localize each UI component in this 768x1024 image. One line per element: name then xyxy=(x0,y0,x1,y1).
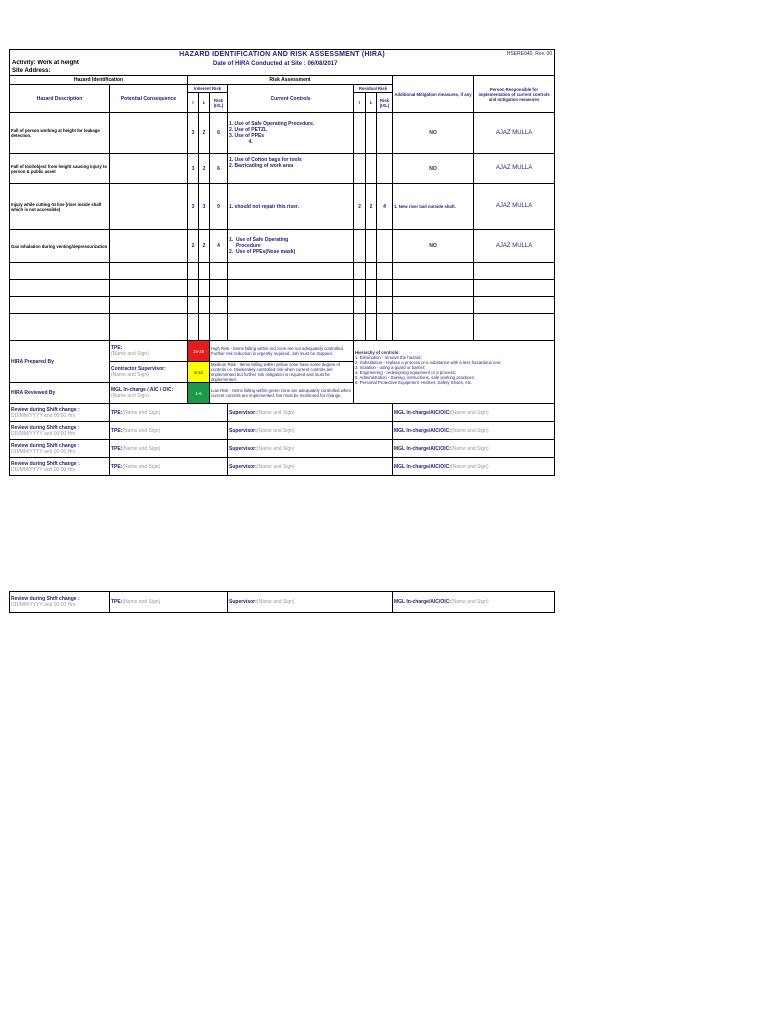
review-row xyxy=(10,440,555,458)
control-line: 2. Use of PETZL xyxy=(229,127,268,133)
residual-i xyxy=(354,113,366,154)
hierarchy-item: 5. Administration - training, instructions, safe working practices; xyxy=(355,375,475,380)
review-label: Review during Shift change : xyxy=(11,424,80,431)
additional-mitigation: NO xyxy=(393,230,474,263)
table-row xyxy=(10,154,555,184)
potential-consequence xyxy=(110,113,188,154)
review-shift-change xyxy=(10,422,110,440)
form-title: HAZARD IDENTIFICATION AND RISK ASSESSMENT (HIRA) xyxy=(179,50,385,58)
review-row xyxy=(10,422,555,440)
supervisor-name-sign: (Name and Sign) xyxy=(256,445,295,452)
hazard-description-header: Hazard Description xyxy=(10,85,110,113)
person-responsible: AJAZ MULLA xyxy=(474,184,555,230)
table-row-empty xyxy=(10,263,555,280)
review-supervisor xyxy=(228,592,393,613)
hierarchy-item: 2. Substitution - replace a process or a substance with a less hazardous one; xyxy=(355,360,502,365)
activity-label: Activity: Work at height xyxy=(12,59,79,66)
control-line: 4. xyxy=(229,139,253,145)
hazard-description: Fall of person working at height for leakage detection. xyxy=(10,113,110,154)
tpe-label: TPE: xyxy=(111,427,123,434)
review-date-placeholder: DD/MM/YYYY and 00:00 Hrs xyxy=(11,430,76,437)
table-row xyxy=(10,230,555,263)
potential-consequence xyxy=(110,184,188,230)
review-date-placeholder: DD/MM/YYYY and 00:00 Hrs xyxy=(11,602,76,608)
review-label: Review during Shift change : xyxy=(11,442,80,449)
current-controls xyxy=(228,154,354,184)
person-responsible: AJAZ MULLA xyxy=(474,154,555,184)
residual-risk xyxy=(377,113,393,154)
inherent-l: 2 xyxy=(199,230,210,263)
low-risk-description: Low Risk - Items falling within green zone are adequately controlled when current controls are implemented, but must be monitored for change. xyxy=(210,383,354,404)
control-line: Procedure xyxy=(229,243,261,249)
mgl-name-sign: (Name and Sign) xyxy=(450,427,489,434)
tpe-label: TPE: xyxy=(111,445,123,452)
review-supervisor xyxy=(228,404,393,422)
residual-risk-header: Residual Risk xyxy=(354,85,393,93)
review-shift-change xyxy=(10,440,110,458)
hierarchy-item: 6. Personal Protective Equipment -Helmet, Safety Shoes, etc. xyxy=(355,380,473,385)
residual-i xyxy=(354,154,366,184)
review-label: Review during Shift change : xyxy=(11,460,80,467)
site-address-label: Site Address: xyxy=(12,67,51,74)
mgl-label: MGL In-charge/AIC/OIC: xyxy=(394,463,451,470)
control-line: 1. Use of Safe Operating xyxy=(229,237,289,243)
current-controls-header: Current Controls xyxy=(228,85,354,113)
control-line: 1. Use of Cotton bags for tools xyxy=(229,157,302,163)
person-responsible-header: Person Responsible for implementation of current controls and mitigation measures xyxy=(474,76,555,113)
mgl-name-sign: (Name and Sign) xyxy=(450,599,489,605)
residual-l-header: L xyxy=(366,93,377,113)
review-tpe xyxy=(110,440,228,458)
table-row xyxy=(10,113,555,154)
additional-mitigation-header: Additional Mitigation measures, if any xyxy=(393,76,474,113)
current-controls xyxy=(228,113,354,154)
review-supervisor xyxy=(228,440,393,458)
residual-risk xyxy=(377,230,393,263)
residual-risk: 4 xyxy=(377,184,393,230)
inherent-risk: 6 xyxy=(210,113,228,154)
review-row xyxy=(10,404,555,422)
review-date-placeholder: DD/MM/YYYY and 00:00 Hrs xyxy=(11,466,76,473)
review-shift-change xyxy=(10,458,110,476)
medium-risk-range: 8-12 xyxy=(188,362,210,383)
potential-consequence xyxy=(110,230,188,263)
review-block-bottom xyxy=(9,591,554,613)
inherent-i: 3 xyxy=(188,113,199,154)
current-controls xyxy=(228,184,354,230)
review-label: Review during Shift change : xyxy=(11,406,80,413)
tpe-name-sign: (Name and Sign) xyxy=(122,427,161,434)
tpe-name-sign: (Name and Sign) xyxy=(122,599,161,605)
review-tpe xyxy=(110,422,228,440)
mgl-incharge-name-sign: (Name and Sign) xyxy=(111,393,149,399)
table-row-empty xyxy=(10,280,555,297)
inherent-l: 2 xyxy=(199,113,210,154)
mgl-name-sign: (Name and Sign) xyxy=(450,409,489,416)
review-date-placeholder: DD/MM/YYYY and 00:00 Hrs xyxy=(11,448,76,455)
supervisor-name-sign: (Name and Sign) xyxy=(256,409,295,416)
inherent-l: 3 xyxy=(199,184,210,230)
hira-reviewed-by-label: HIRA Reviewed By xyxy=(10,383,110,404)
review-supervisor xyxy=(228,458,393,476)
review-tpe xyxy=(110,592,228,613)
review-mgl xyxy=(393,458,555,476)
risk-assessment-header: Risk Assessment xyxy=(188,76,393,85)
mgl-label: MGL In-charge/AIC/OIC: xyxy=(394,409,451,416)
hierarchy-item: 3. Isolation - using a guard or barrier; xyxy=(355,365,426,370)
supervisor-label: Supervisor: xyxy=(229,409,257,416)
control-line: 2. Barricading of work area xyxy=(229,163,294,169)
mgl-label: MGL In-charge/AIC/OIC: xyxy=(394,427,451,434)
hazard-identification-header: Hazard Identification xyxy=(10,76,188,85)
potential-consequence xyxy=(110,154,188,184)
mgl-name-sign: (Name and Sign) xyxy=(450,445,489,452)
tpe-label: TPE: xyxy=(111,599,123,605)
hazard-description: Injury while cutting GI line (riser inside shaft which is not accessible) xyxy=(10,184,110,230)
residual-l xyxy=(366,113,377,154)
residual-risk xyxy=(377,154,393,184)
mgl-incharge-label: MGL In-charge / AIC / OIC: xyxy=(111,387,174,393)
supervisor-name-sign: (Name and Sign) xyxy=(256,599,295,605)
mgl-name-sign: (Name and Sign) xyxy=(450,463,489,470)
contractor-supervisor-name-sign: (Name and Sign) xyxy=(111,372,149,378)
review-mgl xyxy=(393,592,555,613)
hira-table xyxy=(9,49,555,476)
inherent-i: 3 xyxy=(188,184,199,230)
supervisor-label: Supervisor: xyxy=(229,599,257,605)
review-mgl xyxy=(393,422,555,440)
doc-reference: HSERE040, Rev. 00 xyxy=(506,51,553,57)
supervisor-name-sign: (Name and Sign) xyxy=(256,463,295,470)
hierarchy-title: Hierarchy of controls: xyxy=(355,350,400,355)
review-date-placeholder: DD/MM/YYYY and 00:00 Hrs xyxy=(11,412,76,419)
tpe-name-sign: (Name and Sign) xyxy=(122,445,161,452)
control-line: 1. Use of Safe Operating Procedure. xyxy=(229,121,315,127)
tpe-label: TPE: xyxy=(111,409,123,416)
current-controls xyxy=(228,230,354,263)
mgl-label: MGL In-charge/AIC/OIC: xyxy=(394,445,451,452)
hierarchy-of-controls xyxy=(354,341,555,404)
hierarchy-item: 1. Elimination - remove the hazard; xyxy=(355,355,422,360)
review-shift-change xyxy=(10,404,110,422)
control-line: 1. should not repair this riser. xyxy=(229,203,300,210)
control-line: 2. Use of PPEs(Nose mask) xyxy=(229,249,296,255)
residual-i xyxy=(354,230,366,263)
residual-risk-ixl-header: Risk (IXL) xyxy=(377,93,393,113)
supervisor-label: Supervisor: xyxy=(229,427,257,434)
activity-row xyxy=(10,60,555,76)
review-label: Review during Shift change : xyxy=(11,596,80,602)
additional-mitigation: NO xyxy=(393,113,474,154)
inherent-risk: 9 xyxy=(210,184,228,230)
inherent-i: 3 xyxy=(188,154,199,184)
review-row xyxy=(10,592,555,613)
inherent-risk-header: Inherent Risk xyxy=(188,85,228,93)
hira-form xyxy=(9,49,554,476)
supervisor-label: Supervisor: xyxy=(229,445,257,452)
review-row xyxy=(10,458,555,476)
contractor-supervisor-label: Contractor Supervisor: xyxy=(111,366,166,372)
tpe-name-sign: (Name and Sign) xyxy=(122,409,161,416)
hazard-description: Gas inhalation during venting/depressurization xyxy=(10,230,110,263)
review-mgl xyxy=(393,404,555,422)
inherent-i: 2 xyxy=(188,230,199,263)
hira-prepared-by-label: HIRA Prepared By xyxy=(10,341,110,383)
inherent-risk: 4 xyxy=(210,230,228,263)
hierarchy-item: 4. Engineering - redesigning equipment or a process; xyxy=(355,370,457,375)
inherent-i-header: I xyxy=(188,93,199,113)
supervisor-name-sign: (Name and Sign) xyxy=(256,427,295,434)
residual-i-header: I xyxy=(354,93,366,113)
residual-i: 2 xyxy=(354,184,366,230)
review-tpe xyxy=(110,404,228,422)
tpe-label: TPE: xyxy=(111,345,123,351)
mgl-label: MGL In-charge/AIC/OIC: xyxy=(394,599,451,605)
residual-l: 2 xyxy=(366,184,377,230)
person-responsible: AJAZ MULLA xyxy=(474,113,555,154)
medium-risk-description: Medium Risk - Items falling within yellow zone have some degree of controls i.e. Moderately controlled risk when current controls are implemented but further risk mitigation is required and must be implemented. xyxy=(210,362,354,383)
control-line: 3. Use of PPEs xyxy=(229,133,265,139)
hazard-description: Fall of tool/object from height causing injury to person & public asset xyxy=(10,154,110,184)
mgl-incharge-signoff xyxy=(110,383,188,404)
review-table-bottom xyxy=(9,591,555,613)
review-shift-change xyxy=(10,592,110,613)
inherent-risk-ixl-header: Risk (IXL) xyxy=(210,93,228,113)
contractor-supervisor-signoff xyxy=(110,362,188,383)
supervisor-label: Supervisor: xyxy=(229,463,257,470)
hira-date: Date of HIRA Conducted at Site : 06/08/2017 xyxy=(213,60,338,67)
person-responsible: AJAZ MULLA xyxy=(474,230,555,263)
review-mgl xyxy=(393,440,555,458)
tpe-label: TPE: xyxy=(111,463,123,470)
table-row-empty xyxy=(10,314,555,341)
additional-mitigation: 1. New riser laid outside shaft. xyxy=(393,184,474,230)
table-row xyxy=(10,184,555,230)
residual-l xyxy=(366,154,377,184)
table-row-empty xyxy=(10,297,555,314)
additional-mitigation: NO xyxy=(393,154,474,184)
tpe-name-sign: (Name and Sign) xyxy=(111,351,149,357)
inherent-l-header: L xyxy=(199,93,210,113)
review-tpe xyxy=(110,458,228,476)
high-risk-range: 15-25 xyxy=(188,341,210,362)
tpe-signoff xyxy=(110,341,188,362)
inherent-l: 2 xyxy=(199,154,210,184)
low-risk-range: 1-6 xyxy=(188,383,210,404)
title-row xyxy=(10,50,555,60)
high-risk-description: High Risk - Items falling within red zone are not adequately controlled. Further risk reduction is urgently required. Job must be stopped. xyxy=(210,341,354,362)
inherent-risk: 6 xyxy=(210,154,228,184)
tpe-name-sign: (Name and Sign) xyxy=(122,463,161,470)
potential-consequence-header: Potential Consequence xyxy=(110,85,188,113)
residual-l xyxy=(366,230,377,263)
review-supervisor xyxy=(228,422,393,440)
